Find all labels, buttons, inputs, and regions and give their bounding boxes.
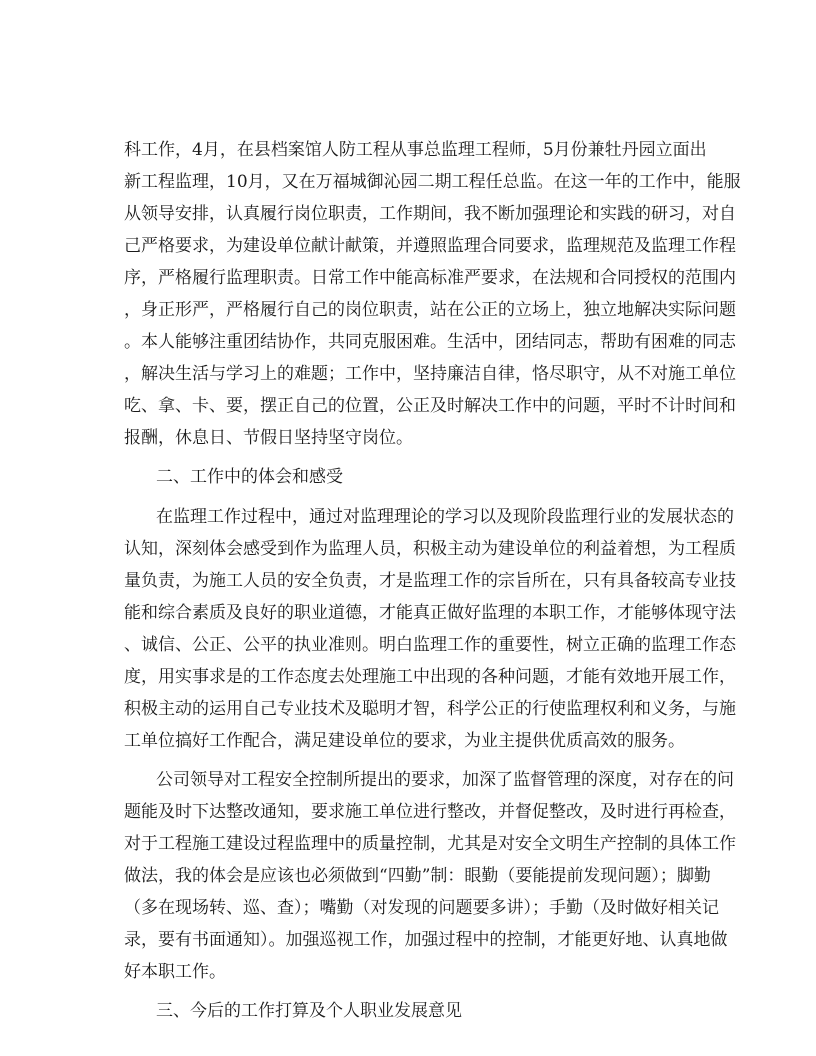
paragraph-line: 吃、拿、卡、要，摆正自己的位置，公正及时解决工作中的问题，平时不计时间和: [124, 396, 736, 416]
paragraph-line: 公司领导对工程安全控制所提出的要求，加深了监督管理的深度，对存在的问: [156, 770, 734, 790]
paragraph-line: ，解决生活与学习上的难题；工作中，坚持廉洁自律，恪尽职守，从不对施工单位: [124, 364, 736, 384]
paragraph-line: 做法，我的体会是应该也必须做到“四勤”制：眼勤（要能提前发现问题）；脚勤: [124, 866, 711, 886]
section-heading: 二、工作中的体会和感受: [156, 467, 343, 487]
paragraph-line: 、诚信、公正、公平的执业准则。明白监理工作的重要性，树立正确的监理工作态: [124, 635, 736, 655]
paragraph-line: 积极主动的运用自己专业技术及聪明才智，科学公正的行使监理权利和义务，与施: [124, 699, 736, 719]
paragraph-line: 序，严格履行监理职责。日常工作中能高标准严要求，在法规和合同授权的范围内: [124, 268, 736, 288]
paragraph-line: 题能及时下达整改通知，要求施工单位进行整改，并督促整改，及时进行再检查，: [124, 802, 736, 822]
paragraph-line: 认知，深刻体会感受到作为监理人员，积极主动为建设单位的利益着想，为工程质: [124, 539, 736, 559]
section-heading: 三、今后的工作打算及个人职业发展意见: [156, 1001, 462, 1021]
paragraph-line: 新工程监理，10月，又在万福城御沁园二期工程任总监。在这一年的工作中，能服: [124, 172, 741, 192]
paragraph-line: 。本人能够注重团结协作，共同克服困难。生活中，团结同志，帮助有困难的同志: [124, 332, 736, 352]
paragraph-line: 报酬，休息日、节假日坚持坚守岗位。: [124, 428, 413, 448]
paragraph-line: 度，用实事求是的工作态度去处理施工中出现的各种问题，才能有效地开展工作，: [124, 667, 736, 687]
paragraph-line: （多在现场转、巡、查）；嘴勤（对发现的问题要多讲）；手勤（及时做好相关记: [124, 898, 719, 918]
paragraph-line: 在监理工作过程中，通过对监理理论的学习以及现阶段监理行业的发展状态的: [156, 507, 734, 527]
paragraph-line: 从领导安排，认真履行岗位职责，工作期间，我不断加强理论和实践的研习，对自: [124, 204, 736, 224]
paragraph-line: 量负责，为施工人员的安全负责，才是监理工作的宗旨所在，只有具备较高专业技: [124, 571, 736, 591]
paragraph-line: ，身正形严，严格履行自己的岗位职责，站在公正的立场上，独立地解决实际问题: [124, 300, 736, 320]
paragraph-line: 好本职工作。: [124, 962, 226, 982]
paragraph-line: 科工作，4月，在县档案馆人防工程从事总监理工程师，5月份兼牡丹园立面出: [124, 140, 707, 160]
paragraph-line: 工单位搞好工作配合，满足建设单位的要求，为业主提供优质高效的服务。: [124, 731, 685, 751]
paragraph-line: 能和综合素质及良好的职业道德，才能真正做好监理的本职工作，才能够体现守法: [124, 603, 736, 623]
paragraph-line: 录，要有书面通知）。加强巡视工作，加强过程中的控制，才能更好地、认真地做: [124, 930, 728, 950]
paragraph-line: 对于工程施工建设过程监理中的质量控制，尤其是对安全文明生产控制的具体工作: [124, 834, 736, 854]
paragraph-line: 己严格要求，为建设单位献计献策，并遵照监理合同要求，监理规范及监理工作程: [124, 236, 736, 256]
